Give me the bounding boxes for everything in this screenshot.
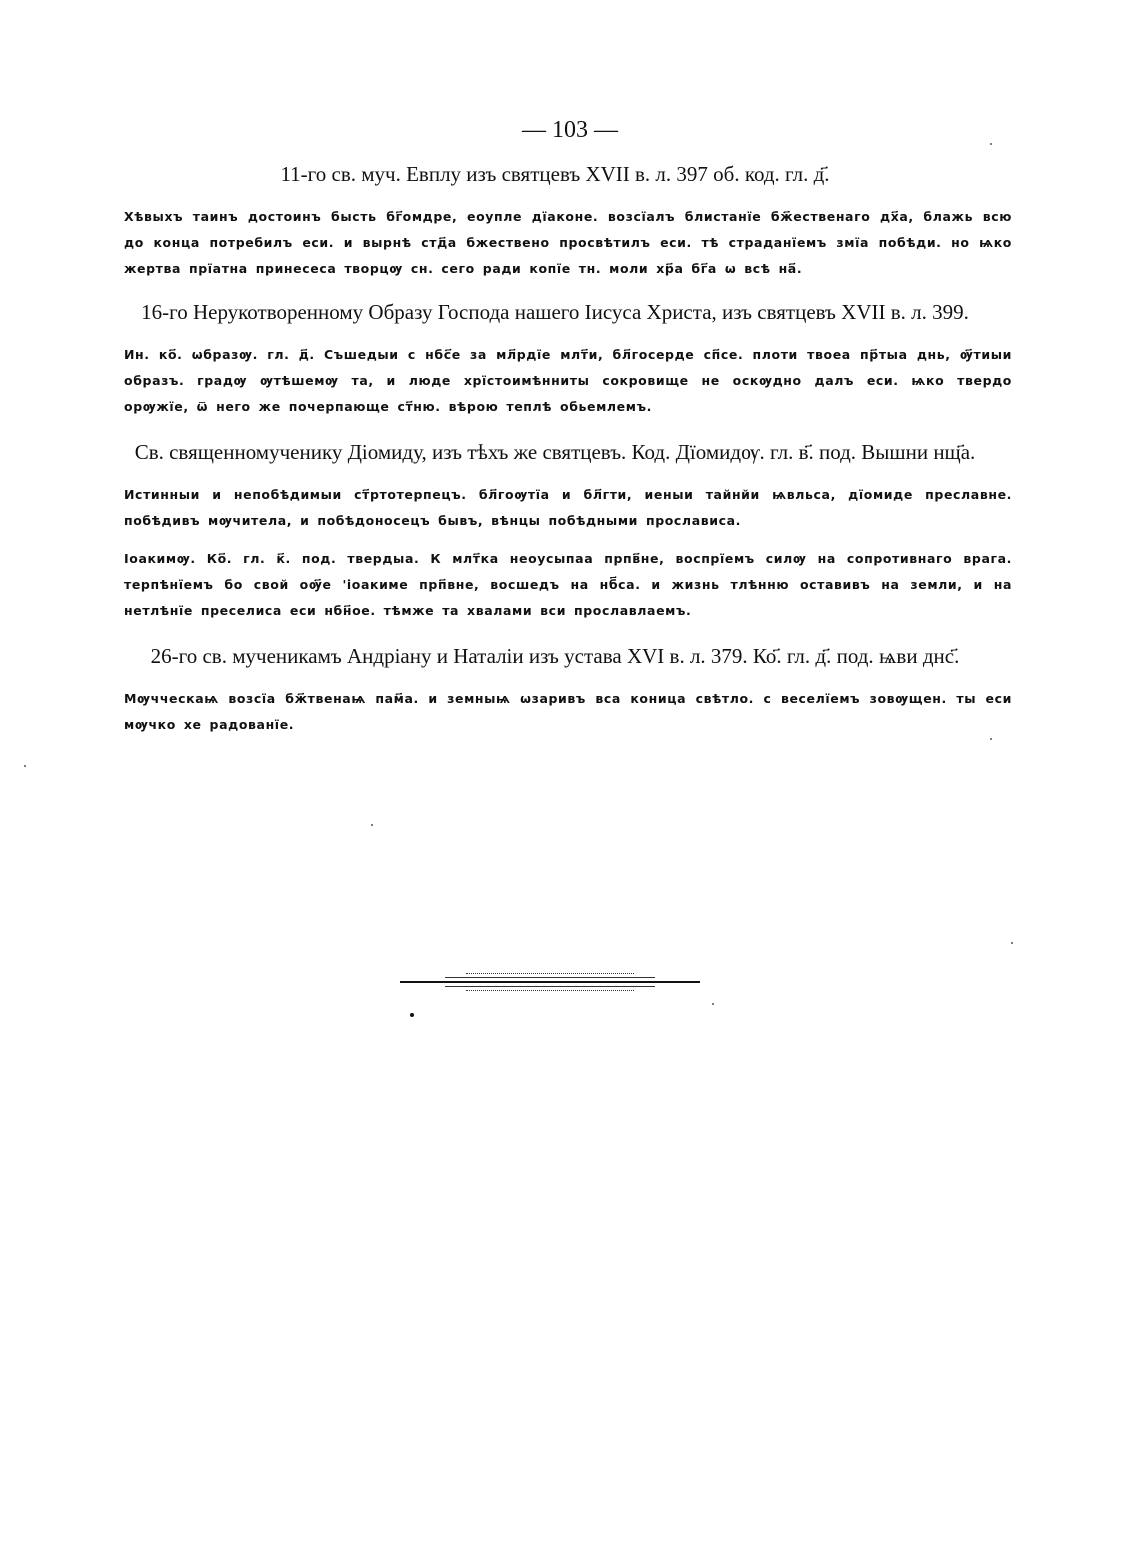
ink-speck: [24, 765, 26, 767]
rule-line-main: [400, 981, 700, 983]
section-heading-image-not-made-by-hands: 16-го Нерукотворенному Образу Господа нашего Іисуса Христа, изъ святцевъ XVII в. л. 399.: [141, 300, 969, 324]
ink-speck: [712, 1003, 714, 1005]
ink-speck: [990, 738, 992, 740]
rule-line-lower: [445, 986, 655, 987]
ink-speck: [1011, 942, 1013, 944]
ink-speck: [990, 143, 992, 145]
section-body-diomedes: Истинныи и непобѣдимыи ст҃ртотерпецъ. бл҃гоѹтїа и бл҃гти, иеныи тайнйи ѩвльса, дїомиде преславне. побѣдивъ мѹчитела, и побѣдоносецъ бывъ, вѣнцы побѣдными прослависа.: [124, 487, 1012, 528]
section-heading-adrian-natalia: 26-го св. мученикамъ Андріану и Наталіи изъ устава XVI в. л. 379. Ко҃. гл. д҃. под. ѩви днс҃.: [150, 644, 960, 668]
section-body-image-not-made-by-hands: Ин. ко҃. ѡбразѹ. гл. д҃. Съшедыи с нбс҃е за мл҃рдїе млт҃и, бл҃госерде сп҃се. плоти твоеа пр҃тыа днь, ѹ҃тиыи образъ. градѹ ѹтѣшемѹ та, и люде хрїстоимѣнниты сокровище не оскѹдно далъ еси. ѩко твердо орѹжїе, ѿ него же почерпающе ст҃ню. вѣрою теплѣ обьемлемъ.: [124, 347, 1012, 414]
section-body-joachim: Іоакимѹ. Ко҃. гл. к҃. под. твердыа. К млт҃ка неоусыпаа прпв҃не, воспрїемъ силѹ на сопротивнаго врага. терпѣнїемъ бо свой оѹ҃е 'іоакиме прп҃вне, восшедъ на нб҃са. и жизнь тлѣнню оставивъ на земли, и на нетлѣнїе преселиса еси нбн҃ое. тѣмже та хвалами вси прославлаемъ.: [124, 551, 1012, 618]
section-heading-euplus: 11-го св. муч. Евплу изъ святцевъ XVII в. л. 397 об. код. гл. д҃.: [280, 162, 830, 186]
section-heading-diomedes: Св. священномученику Діомиду, изъ тѣхъ же святцевъ. Код. Дїомидѹ. гл. в҃. под. Вышни нщ҃а.: [134, 440, 976, 464]
section-body-euplus: Хѣвыхъ таинъ достоинъ бысть бг҃омдре, еоуплe дїаконe. возсїалъ блистанїе бж҃ественаго дх҃а, блажь всю до конца потребилъ еси. и вырнѣ стд҃а бжественo просвѣтилъ еси. тѣ страданїемъ змїа побѣди. но ѩко жертва прїатна принесеса творцѹ сн. сего ради копїе тн. моли хр҃а бг҃а ѡ всѣ на҃.: [124, 209, 1012, 276]
decorative-end-rule: [400, 965, 700, 985]
ink-dot: [410, 1013, 414, 1017]
rule-line-upper: [445, 977, 655, 978]
rule-line-top: [466, 973, 634, 974]
page-number: — 103 —: [522, 117, 618, 143]
rule-line-bottom: [466, 990, 634, 991]
ink-speck: [371, 824, 373, 826]
section-body-adrian-natalia: Мѹчческаѩ возсїа бж҃твенаѩ пам҃а. и земныѩ ѡзаривъ вса коница свѣтло. с веселїемъ зовѹщен. ты еси мѹчко хе радованїе.: [124, 691, 1012, 732]
